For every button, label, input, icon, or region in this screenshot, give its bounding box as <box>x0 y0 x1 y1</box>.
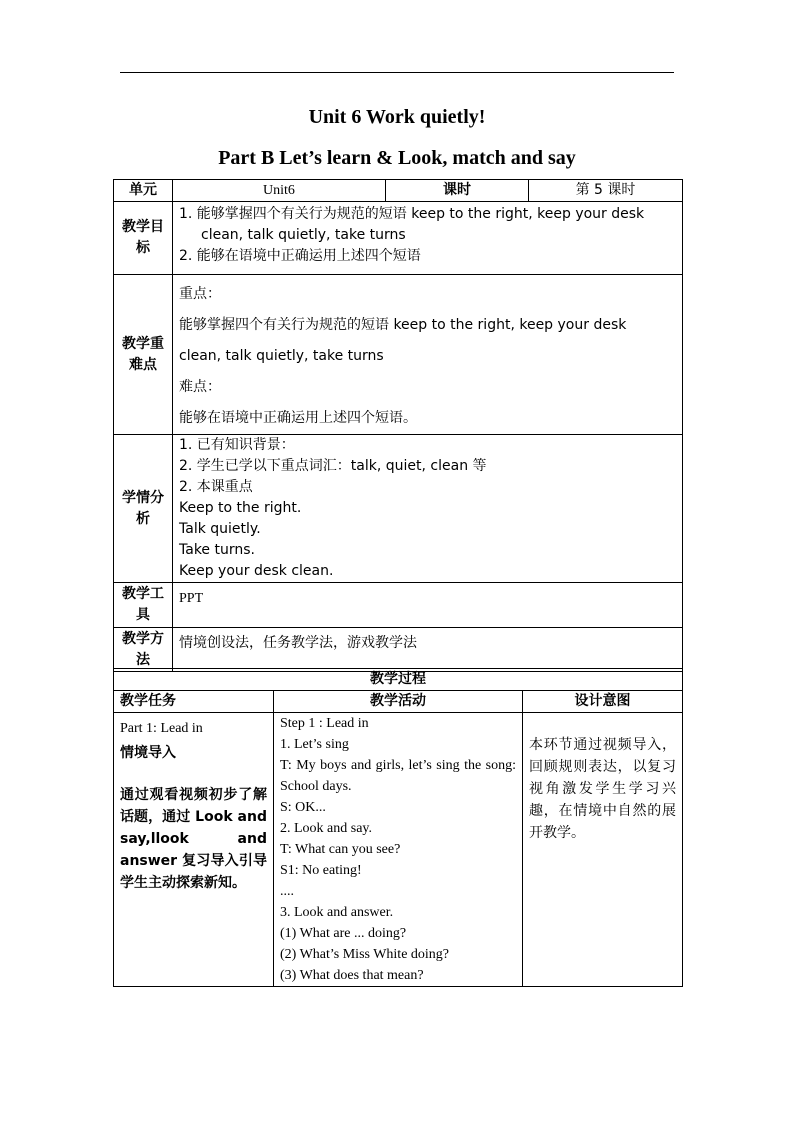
column-intent: 设计意图 <box>523 691 683 713</box>
task-subtitle: 情境导入 <box>120 745 176 761</box>
column-activity: 教学活动 <box>274 691 523 713</box>
key-points-a: 能够掌握四个有关行为规范的短语 keep to the right, keep your desk <box>179 317 627 333</box>
lesson-value: 第 5 课时 <box>529 180 683 202</box>
unit-value: Unit6 <box>173 180 386 202</box>
activity-line: 3. Look and answer. <box>280 905 394 920</box>
task-description: 通过观看视频初步了解话题，通过 Look and say,llook and answer 复习导入引导学生主动探索新知。 <box>120 787 267 891</box>
methods-value: 情境创设法，任务教学法，游戏教学法 <box>173 628 683 672</box>
analysis-label: 学情分析 <box>114 435 173 583</box>
lesson-label: 课时 <box>386 180 529 202</box>
activity-line: .... <box>280 884 294 899</box>
activity-cell <box>274 713 523 987</box>
task-title: Part 1: Lead in <box>120 721 203 736</box>
tools-value: PPT <box>173 583 683 628</box>
activity-line: S1: No eating! <box>280 863 362 878</box>
header-rule <box>120 72 674 73</box>
goal-item-1a: 1. 能够掌握四个有关行为规范的短语 keep to the right, keep your desk <box>179 206 645 222</box>
activity-line: (3) What does that mean? <box>280 968 424 983</box>
analysis-line-6: Take turns. <box>179 542 255 558</box>
unit-label: 单元 <box>114 180 173 202</box>
analysis-line-7: Keep your desk clean. <box>179 563 334 579</box>
methods-label: 教学方法 <box>114 628 173 672</box>
goals-content <box>173 202 683 275</box>
hard-points-label: 难点： <box>179 379 221 395</box>
activity-line: Step 1 : Lead in <box>280 716 369 731</box>
difficulty-content <box>173 275 683 435</box>
activity-line: T: What can you see? <box>280 842 401 857</box>
difficulty-label: 教学重难点 <box>114 275 173 435</box>
activity-line: T: My boys and girls, let’s sing the song: School days. <box>280 758 516 794</box>
task-cell <box>114 713 274 987</box>
teaching-process-table <box>113 668 683 987</box>
activity-line: S: OK... <box>280 800 326 815</box>
activity-line: (2) What’s Miss White doing? <box>280 947 450 962</box>
hard-points-text: 能够在语境中正确运用上述四个短语。 <box>179 410 417 426</box>
key-points-b: clean, talk quietly, take turns <box>179 348 384 364</box>
lesson-info-table <box>113 179 683 672</box>
analysis-line-3: 2. 本课重点 <box>179 479 253 495</box>
document-subtitle: Part B Let’s learn & Look, match and say <box>218 147 576 169</box>
intent-cell: 本环节通过视频导入，回顾规则表达，以复习视角激发学生学习兴趣，在情境中自然的展开教学。 <box>523 713 683 987</box>
analysis-line-2: 2. 学生已学以下重点词汇：talk, quiet, clean 等 <box>179 458 487 474</box>
goal-item-1b: clean, talk quietly, take turns <box>201 227 406 243</box>
activity-line: 2. Look and say. <box>280 821 373 836</box>
goal-item-2: 2. 能够在语境中正确运用上述四个短语 <box>179 248 421 264</box>
activity-line: (1) What are ... doing? <box>280 926 407 941</box>
analysis-line-4: Keep to the right. <box>179 500 302 516</box>
analysis-line-5: Talk quietly. <box>179 521 261 537</box>
key-points-label: 重点： <box>179 286 221 302</box>
analysis-content <box>173 435 683 583</box>
column-task: 教学任务 <box>114 691 274 713</box>
analysis-line-1: 1. 已有知识背景： <box>179 437 295 453</box>
document-title: Unit 6 Work quietly! <box>308 106 486 128</box>
goals-label: 教学目标 <box>114 202 173 275</box>
activity-line: 1. Let’s sing <box>280 737 349 752</box>
process-title: 教学过程 <box>114 669 683 691</box>
tools-label: 教学工具 <box>114 583 173 628</box>
